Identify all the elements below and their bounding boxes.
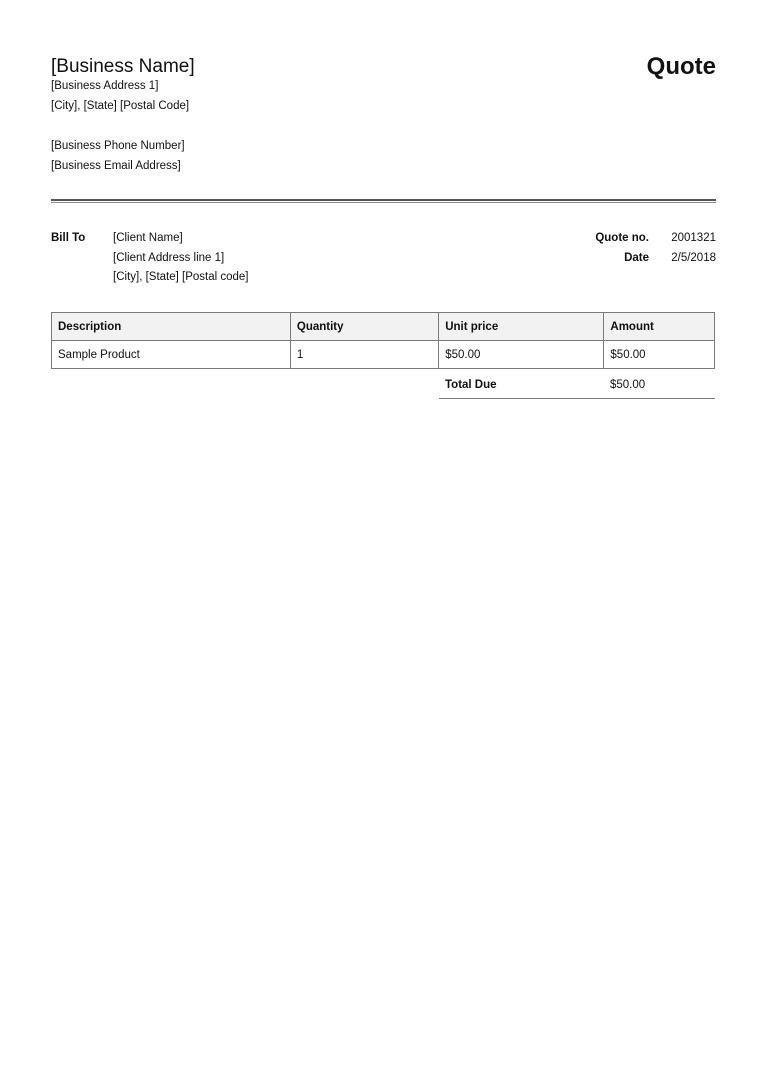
client-address-line2: [City], [State] [Postal code] bbox=[113, 271, 249, 283]
row-description: Sample Product bbox=[52, 341, 291, 369]
client-name: [Client Name] bbox=[113, 232, 183, 244]
business-address-line1: [Business Address 1] bbox=[51, 80, 159, 92]
document-title: Quote bbox=[646, 53, 716, 80]
row-amount: $50.00 bbox=[604, 341, 715, 369]
line-items-table bbox=[51, 312, 715, 369]
header-quantity: Quantity bbox=[290, 313, 438, 341]
table-header-row bbox=[52, 313, 715, 341]
date-label: Date bbox=[624, 252, 649, 264]
business-address-line2: [City], [State] [Postal Code] bbox=[51, 100, 190, 112]
quote-number-label: Quote no. bbox=[595, 232, 649, 244]
header-description: Description bbox=[52, 313, 291, 341]
business-phone: [Business Phone Number] bbox=[51, 140, 185, 152]
row-quantity: 1 bbox=[290, 341, 438, 369]
business-email: [Business Email Address] bbox=[51, 160, 181, 172]
total-due-label: Total Due bbox=[445, 379, 497, 391]
total-due-value: $50.00 bbox=[610, 379, 646, 391]
total-underline bbox=[439, 398, 715, 399]
bill-to-label: Bill To bbox=[51, 232, 86, 244]
business-name: [Business Name] bbox=[51, 56, 195, 77]
client-address-line1: [Client Address line 1] bbox=[113, 252, 225, 264]
header-amount: Amount bbox=[604, 313, 715, 341]
quote-date: 2/5/2018 bbox=[671, 252, 716, 264]
row-unit-price: $50.00 bbox=[439, 341, 604, 369]
quote-number: 2001321 bbox=[671, 232, 716, 244]
header-divider-secondary bbox=[51, 202, 716, 203]
header-unit-price: Unit price bbox=[439, 313, 604, 341]
header-divider bbox=[51, 199, 716, 201]
table-row bbox=[52, 341, 715, 369]
